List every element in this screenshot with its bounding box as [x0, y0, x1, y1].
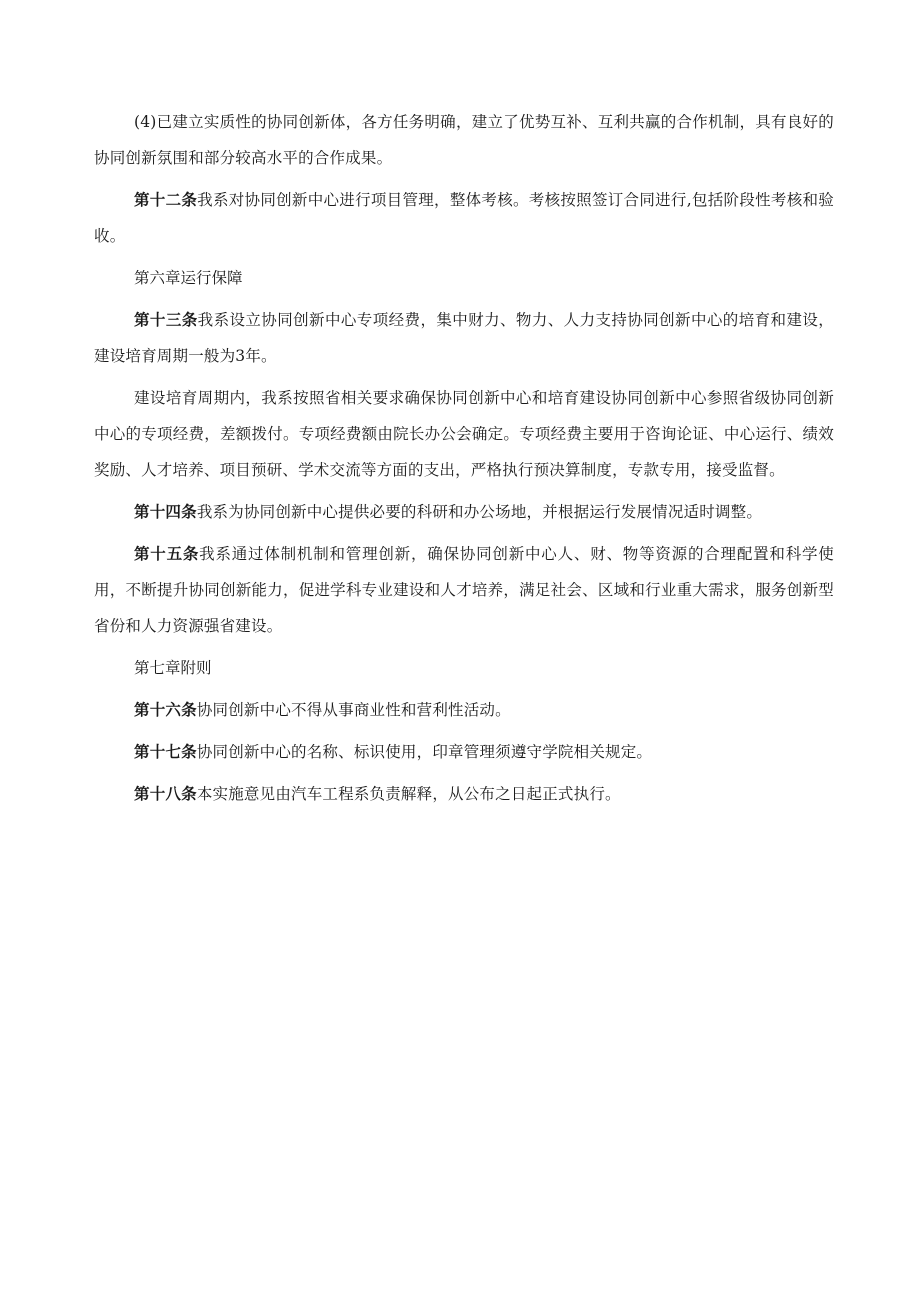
article-number: 第十五条: [134, 545, 200, 563]
article-number: 第十六条: [134, 701, 197, 719]
article-text: 我系通过体制机制和管理创新，确保协同创新中心人、财、物等资源的合理配置和科学使用，不断提升协同创新能力，促进学科专业建设和人才培养，满足社会、区域和行业重大需求，服务创新型省份和人力资源强省建设。: [94, 545, 834, 635]
article-16: [94, 692, 834, 728]
paragraph-item-4: [94, 104, 834, 176]
article-13: [94, 302, 834, 374]
article-12: [94, 182, 834, 254]
article-text: 我系对协同创新中心进行项目管理，整体考核。考核按照签订合同进行,包括阶段性考核和验收。: [94, 191, 834, 245]
article-number: 第十二条: [134, 191, 198, 209]
article-17: [94, 734, 834, 770]
chapter-6-heading: 第六章运行保障: [134, 269, 243, 287]
chapter-7-heading: 第七章附则: [134, 659, 212, 677]
article-text: 我系设立协同创新中心专项经费，集中财力、物力、人力支持协同创新中心的培育和建设，建设培育周期一般为3年。: [94, 311, 834, 365]
article-14: [94, 494, 834, 530]
article-number: 第十八条: [134, 785, 197, 803]
article-number: 第十四条: [134, 503, 197, 521]
article-text: 本实施意见由汽车工程系负责解释，从公布之日起正式执行。: [196, 785, 621, 803]
article-text: 我系为协同创新中心提供必要的科研和办公场地，并根据运行发展情况适时调整。: [196, 503, 763, 521]
article-18: [94, 776, 834, 812]
document-page: [94, 104, 834, 818]
article-number: 第十三条: [134, 311, 198, 329]
funding-paragraph: [94, 380, 834, 488]
article-number: 第十七条: [134, 743, 197, 761]
article-15: [94, 536, 834, 644]
paragraph-text: (4)已建立实质性的协同创新体，各方任务明确，建立了优势互补、互利共赢的合作机制，具有良好的协同创新氛围和部分较高水平的合作成果。: [94, 113, 834, 167]
article-text: 协同创新中心不得从事商业性和营利性活动。: [196, 701, 511, 719]
article-text: 协同创新中心的名称、标识使用，印章管理须遵守学院相关规定。: [196, 743, 653, 761]
paragraph-text: 建设培育周期内，我系按照省相关要求确保协同创新中心和培育建设协同创新中心参照省级协同创新中心的专项经费，差额拨付。专项经费额由院长办公会确定。专项经费主要用于咨询论证、中心运行、绩效奖励、人才培养、项目预研、学术交流等方面的支出，严格执行预决算制度，专款专用，接受监督。: [94, 389, 834, 479]
